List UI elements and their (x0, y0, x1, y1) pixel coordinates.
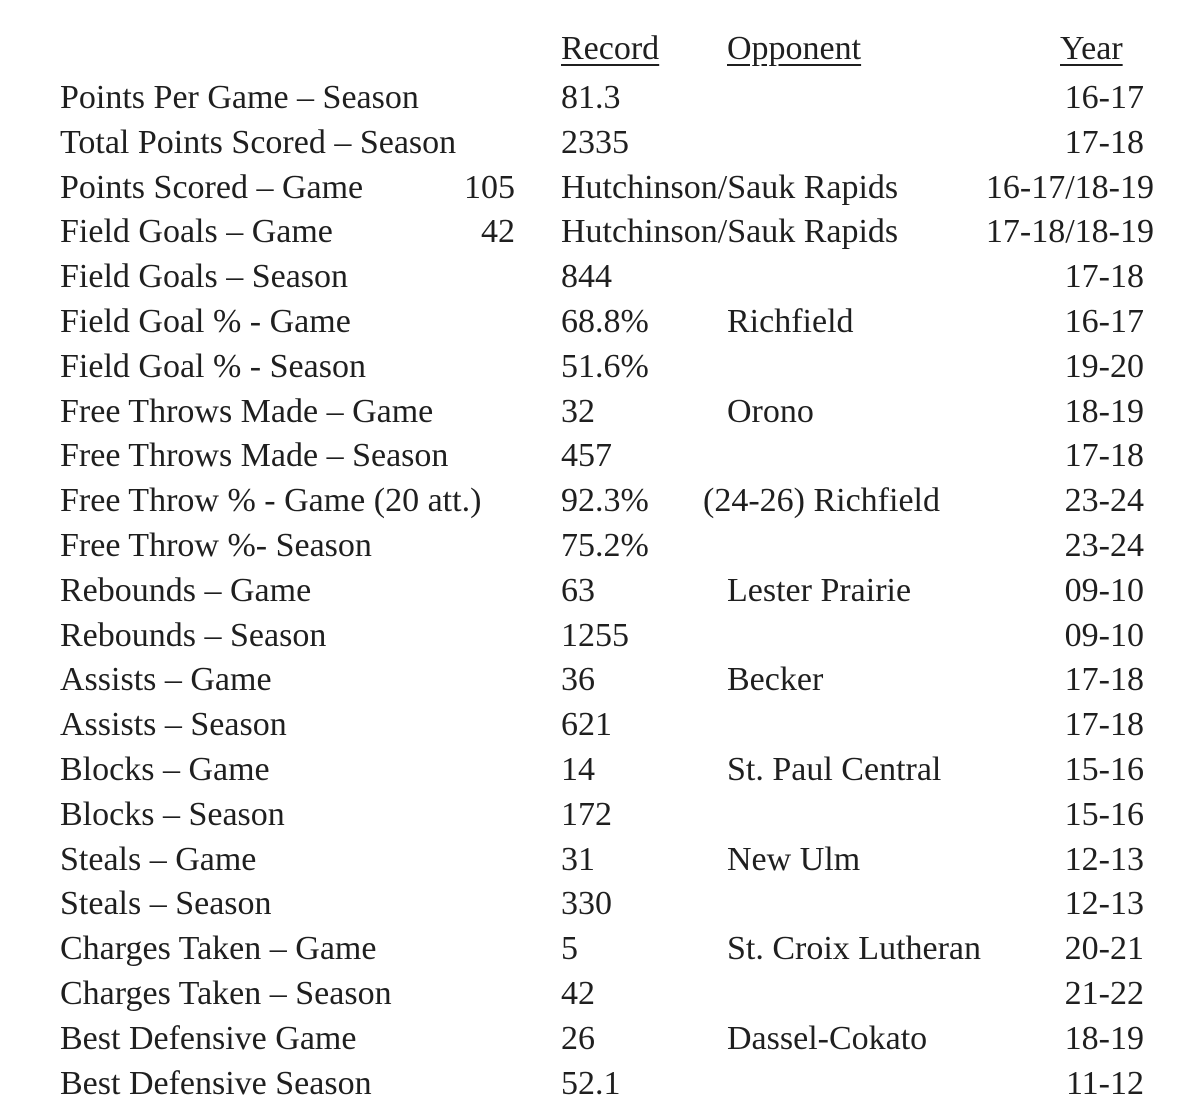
record-category: Points Scored – Game (60, 168, 364, 206)
record-year: 20-21 (1064, 930, 1144, 968)
table-row (0, 569, 1192, 614)
opponent-name: Hutchinson/Sauk Rapids (561, 168, 899, 206)
opponent-name: St. Paul Central (727, 750, 942, 788)
record-year: 17-18/18-19 (985, 213, 1154, 251)
record-category: Field Goal % - Game (60, 302, 351, 340)
record-category: Best Defensive Game (60, 1019, 357, 1057)
record-value: 330 (561, 885, 612, 923)
record-value: 31 (561, 840, 595, 878)
record-category: Field Goals – Season (60, 258, 349, 296)
record-year: 11-12 (1065, 1064, 1144, 1102)
record-year: 12-13 (1064, 885, 1144, 923)
table-header (0, 30, 1192, 74)
record-year: 15-16 (1064, 795, 1144, 833)
record-column-header: Record (561, 30, 660, 67)
year-column-header: Year (1060, 30, 1123, 67)
record-category: Field Goals – Game (60, 213, 333, 251)
table-row (0, 76, 1192, 121)
record-year: 16-17 (1064, 79, 1144, 116)
record-category: Blocks – Season (60, 795, 285, 833)
record-category: Charges Taken – Season (60, 974, 392, 1012)
record-category: Blocks – Game (60, 750, 270, 788)
record-year: 17-18 (1064, 258, 1144, 296)
record-year: 12-13 (1064, 840, 1144, 878)
record-category: Field Goal % - Season (60, 347, 366, 385)
record-year: 18-19 (1064, 392, 1144, 430)
record-year: 09-10 (1064, 571, 1144, 609)
table-row (0, 390, 1192, 435)
table-row (0, 614, 1192, 659)
opponent-name: Hutchinson/Sauk Rapids (561, 213, 899, 251)
record-year: 18-19 (1064, 1019, 1144, 1057)
record-year: 17-18 (1064, 706, 1144, 744)
record-category: Assists – Season (60, 706, 287, 744)
opponent-name: Lester Prairie (727, 571, 912, 609)
record-year: 16-17/18-19 (985, 168, 1154, 206)
record-points-value: 42 (481, 213, 515, 251)
record-value: 172 (561, 795, 612, 833)
record-value: 81.3 (561, 79, 621, 116)
record-year: 21-22 (1064, 974, 1144, 1012)
record-year: 17-18 (1064, 661, 1144, 699)
table-row (0, 434, 1192, 479)
record-year: 19-20 (1064, 347, 1144, 385)
record-year: 23-24 (1064, 482, 1144, 520)
record-category: Free Throws Made – Season (60, 437, 449, 475)
table-row (0, 300, 1192, 345)
table-row (0, 838, 1192, 883)
record-value: 36 (561, 661, 595, 699)
table-row (0, 927, 1192, 972)
opponent-column-header: Opponent (727, 30, 862, 67)
record-value: 14 (561, 750, 595, 788)
table-row (0, 658, 1192, 703)
table-row (0, 345, 1192, 390)
record-value: 32 (561, 392, 595, 430)
record-category: Steals – Season (60, 885, 272, 923)
record-category: Free Throw % - Game (20 att.) (60, 482, 482, 520)
table-row (0, 882, 1192, 927)
record-category: Points Per Game – Season (60, 79, 419, 116)
opponent-name: Orono (727, 392, 814, 430)
record-category: Total Points Scored – Season (60, 123, 457, 161)
opponent-name: Dassel-Cokato (727, 1019, 928, 1057)
opponent-name: Becker (727, 661, 824, 699)
table-row (0, 748, 1192, 793)
record-category: Free Throw %- Season (60, 526, 372, 564)
opponent-name: (24-26) Richfield (703, 482, 940, 520)
record-value: 844 (561, 258, 612, 296)
record-value: 42 (561, 974, 595, 1012)
records-table (0, 76, 1192, 1106)
record-value: 457 (561, 437, 612, 475)
table-row (0, 972, 1192, 1017)
record-value: 68.8% (561, 302, 649, 340)
table-row (0, 210, 1192, 255)
record-year: 09-10 (1064, 616, 1144, 654)
table-row (0, 1017, 1192, 1062)
record-year: 23-24 (1064, 526, 1144, 564)
record-year: 15-16 (1064, 750, 1144, 788)
record-value: 75.2% (561, 526, 649, 564)
record-value: 26 (561, 1019, 595, 1057)
opponent-name: New Ulm (727, 840, 861, 878)
record-year: 17-18 (1064, 437, 1144, 475)
record-category: Best Defensive Season (60, 1064, 372, 1102)
record-value: 51.6% (561, 347, 649, 385)
record-value: 52.1 (561, 1064, 621, 1102)
record-value: 2335 (561, 123, 629, 161)
record-points-value: 105 (464, 168, 515, 206)
table-row (0, 121, 1192, 166)
table-row (0, 1062, 1192, 1107)
record-value: 63 (561, 571, 595, 609)
opponent-name: Richfield (727, 302, 854, 340)
record-value: 1255 (561, 616, 629, 654)
record-value: 621 (561, 706, 612, 744)
record-value: 5 (561, 930, 578, 968)
table-row (0, 479, 1192, 524)
table-row (0, 524, 1192, 569)
record-year: 17-18 (1064, 123, 1144, 161)
table-row (0, 703, 1192, 748)
opponent-name: St. Croix Lutheran (727, 930, 982, 968)
record-category: Assists – Game (60, 661, 272, 699)
record-category: Steals – Game (60, 840, 257, 878)
record-value: 92.3% (561, 482, 649, 520)
record-category: Rebounds – Game (60, 571, 312, 609)
record-category: Free Throws Made – Game (60, 392, 434, 430)
table-row (0, 793, 1192, 838)
record-year: 16-17 (1064, 302, 1144, 340)
record-category: Charges Taken – Game (60, 930, 377, 968)
record-category: Rebounds – Season (60, 616, 327, 654)
table-row (0, 255, 1192, 300)
table-row (0, 166, 1192, 211)
